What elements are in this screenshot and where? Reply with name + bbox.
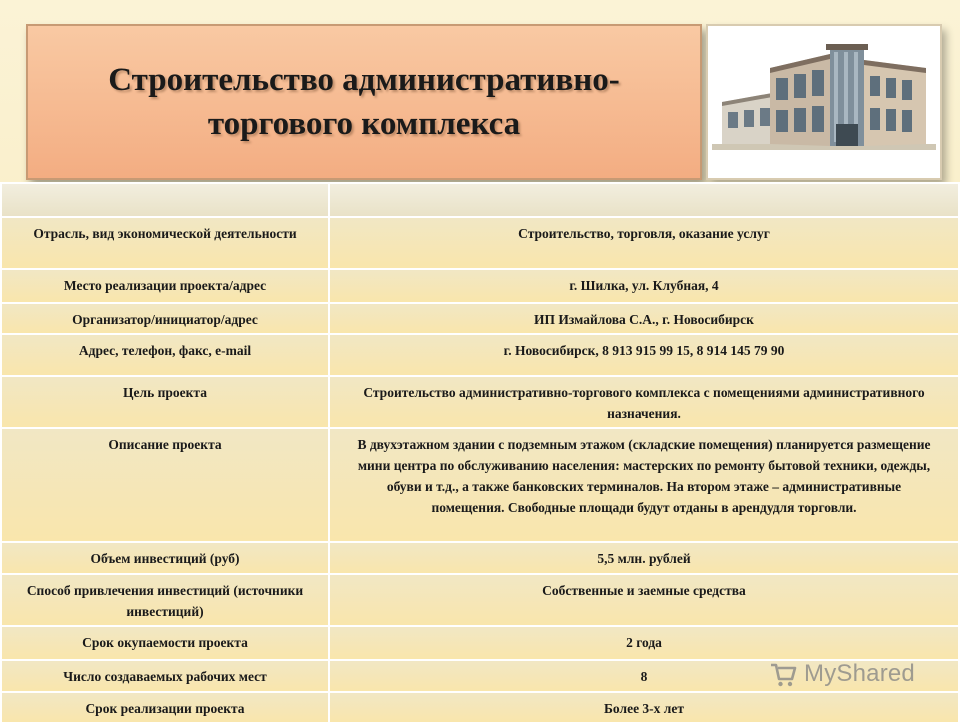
header-cell-2 [329, 183, 959, 217]
row-label: Способ привлечения инвестиций (источники инвестиций) [1, 574, 329, 626]
table-row [1, 269, 959, 303]
row-label: Срок окупаемости проекта [1, 626, 329, 660]
row-label: Место реализации проекта/адрес [1, 269, 329, 303]
row-value: Строительство административно-торгового комплекса с помещениями административного назначения. [329, 376, 959, 428]
row-label: Организатор/инициатор/адрес [1, 303, 329, 334]
table-row [1, 692, 959, 723]
table-row [1, 334, 959, 376]
table-row [1, 303, 959, 334]
building-photo [706, 24, 942, 180]
row-label: Срок реализации проекта [1, 692, 329, 723]
row-label: Описание проекта [1, 428, 329, 542]
title-box [26, 24, 702, 180]
table-row [1, 626, 959, 660]
row-value: 5,5 млн. рублей [329, 542, 959, 574]
row-label: Объем инвестиций (руб) [1, 542, 329, 574]
project-info-table [0, 182, 960, 724]
table-header-row [1, 183, 959, 217]
table-row [1, 217, 959, 269]
title-line-1: Строительство административно- [108, 62, 620, 98]
table-row [1, 660, 959, 692]
header-cell-1 [1, 183, 329, 217]
watermark-text: MyShared [804, 660, 915, 687]
row-value: Собственные и заемные средства [329, 574, 959, 626]
table-row [1, 542, 959, 574]
row-value: Строительство, торговля, оказание услуг [329, 217, 959, 269]
row-label: Адрес, телефон, факс, e-mail [1, 334, 329, 376]
row-value: 2 года [329, 626, 959, 660]
row-value: Более 3-х лет [329, 692, 959, 723]
row-value: 8 [329, 660, 959, 692]
building-illustration [708, 26, 940, 178]
row-value: В двухэтажном здании с подземным этажом (складские помещения) планируется размещение мини центра по обслуживанию населения: мастерских по ремонту бытовой техники, одежды, обуви и т.д., а также банковских терминалов. На втором этаже – административные помещения. Свободные площади будут отданы в арендудля торговли. [329, 428, 959, 542]
row-label: Отрасль, вид экономической деятельности [1, 217, 329, 269]
row-label: Число создаваемых рабочих мест [1, 660, 329, 692]
slide-title [108, 58, 619, 146]
table-row [1, 376, 959, 428]
row-value: г. Новосибирск, 8 913 915 99 15, 8 914 145 79 90 [329, 334, 959, 376]
row-value: г. Шилка, ул. Клубная, 4 [329, 269, 959, 303]
table-row [1, 428, 959, 542]
title-line-2: торгового комплекса [207, 106, 521, 142]
table-row [1, 574, 959, 626]
row-value: ИП Измайлова С.А., г. Новосибирск [329, 303, 959, 334]
row-label: Цель проекта [1, 376, 329, 428]
